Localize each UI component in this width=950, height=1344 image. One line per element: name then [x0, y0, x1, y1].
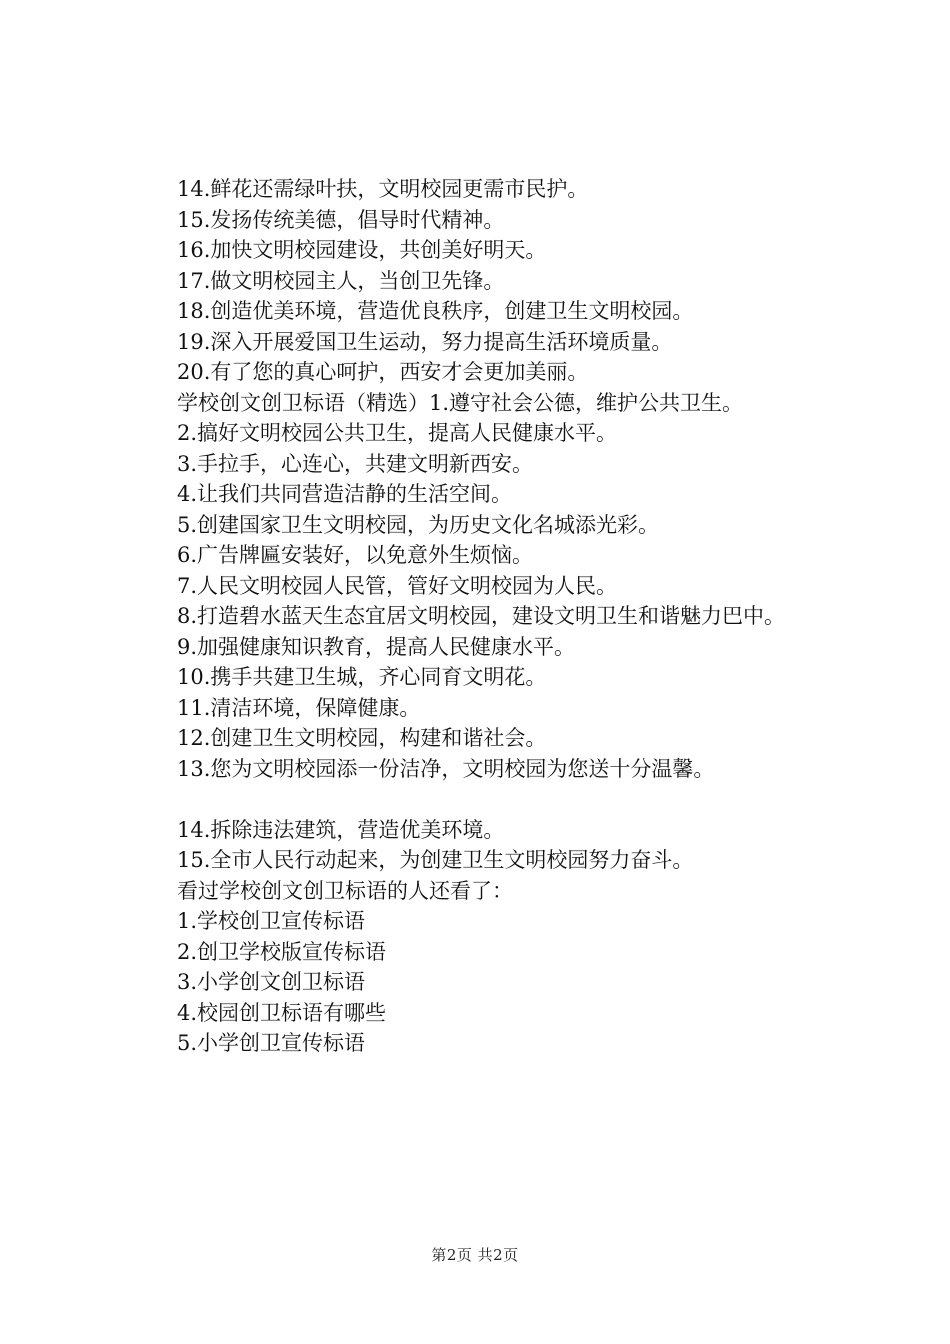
slogan-line: 17.做文明校园主人，当创卫先锋。	[177, 268, 505, 293]
slogan-line: 14.鲜花还需绿叶扶，文明校园更需市民护。	[177, 177, 589, 201]
slogan-line: 2.搞好文明校园公共卫生，提高人民健康水平。	[177, 421, 618, 445]
slogan-line: 12.创建卫生文明校园，构建和谐社会。	[177, 726, 547, 750]
slogan-line: 15.全市人民行动起来，为创建卫生文明校园努力奋斗。	[177, 848, 694, 872]
slogan-line: 16.加快文明校园建设，共创美好明天。	[177, 238, 547, 262]
page-footer: 第2页 共2页	[431, 1246, 519, 1264]
slogan-line: 5.创建国家卫生文明校园，为历史文化名城添光彩。	[177, 512, 660, 537]
document-body	[130, 174, 830, 1059]
related-heading: 看过学校创文创卫标语的人还看了：	[177, 878, 513, 903]
slogan-line: 4.让我们共同营造洁静的生活空间。	[177, 482, 513, 506]
slogan-line: 6.广告牌匾安装好，以免意外生烦恼。	[177, 543, 534, 567]
slogan-line: 19.深入开展爱国卫生运动，努力提高生活环境质量。	[177, 329, 673, 354]
slogan-line: 13.您为文明校园添一份洁净，文明校园为您送十分温馨。	[177, 756, 715, 781]
slogan-line: 7.人民文明校园人民管，管好文明校园为人民。	[177, 573, 618, 598]
slogan-line: 10.携手共建卫生城，齐心同育文明花。	[177, 665, 547, 689]
section-heading: 学校创文创卫标语（精选）1.遵守社会公德，维护公共卫生。	[177, 390, 744, 415]
paragraph-spacer	[130, 784, 830, 815]
slogan-line: 14.拆除违法建筑，营造优美环境。	[177, 817, 505, 842]
slogan-line: 9.加强健康知识教育，提高人民健康水平。	[177, 634, 576, 659]
slogan-line: 20.有了您的真心呵护，西安才会更加美丽。	[177, 360, 589, 384]
related-link[interactable]: 5.小学创卫宣传标语	[177, 1031, 366, 1055]
related-link[interactable]: 2.创卫学校版宣传标语	[177, 939, 387, 964]
slogan-line: 3.手拉手，心连心，共建文明新西安。	[177, 451, 534, 476]
slogan-line: 15.发扬传统美德，倡导时代精神。	[177, 207, 505, 232]
slogan-line: 18.创造优美环境，营造优良秩序，创建卫生文明校园。	[177, 299, 694, 323]
related-link[interactable]: 1.学校创卫宣传标语	[177, 909, 366, 933]
slogan-line: 11.清洁环境，保障健康。	[177, 695, 421, 720]
slogan-line-wrapped: 8.打造碧水蓝天生态宜居文明校园，建设文明卫生和谐魅力巴中。	[177, 604, 786, 628]
related-link[interactable]: 3.小学创文创卫标语	[177, 970, 366, 994]
related-link[interactable]: 4.校园创卫标语有哪些	[177, 1000, 387, 1025]
